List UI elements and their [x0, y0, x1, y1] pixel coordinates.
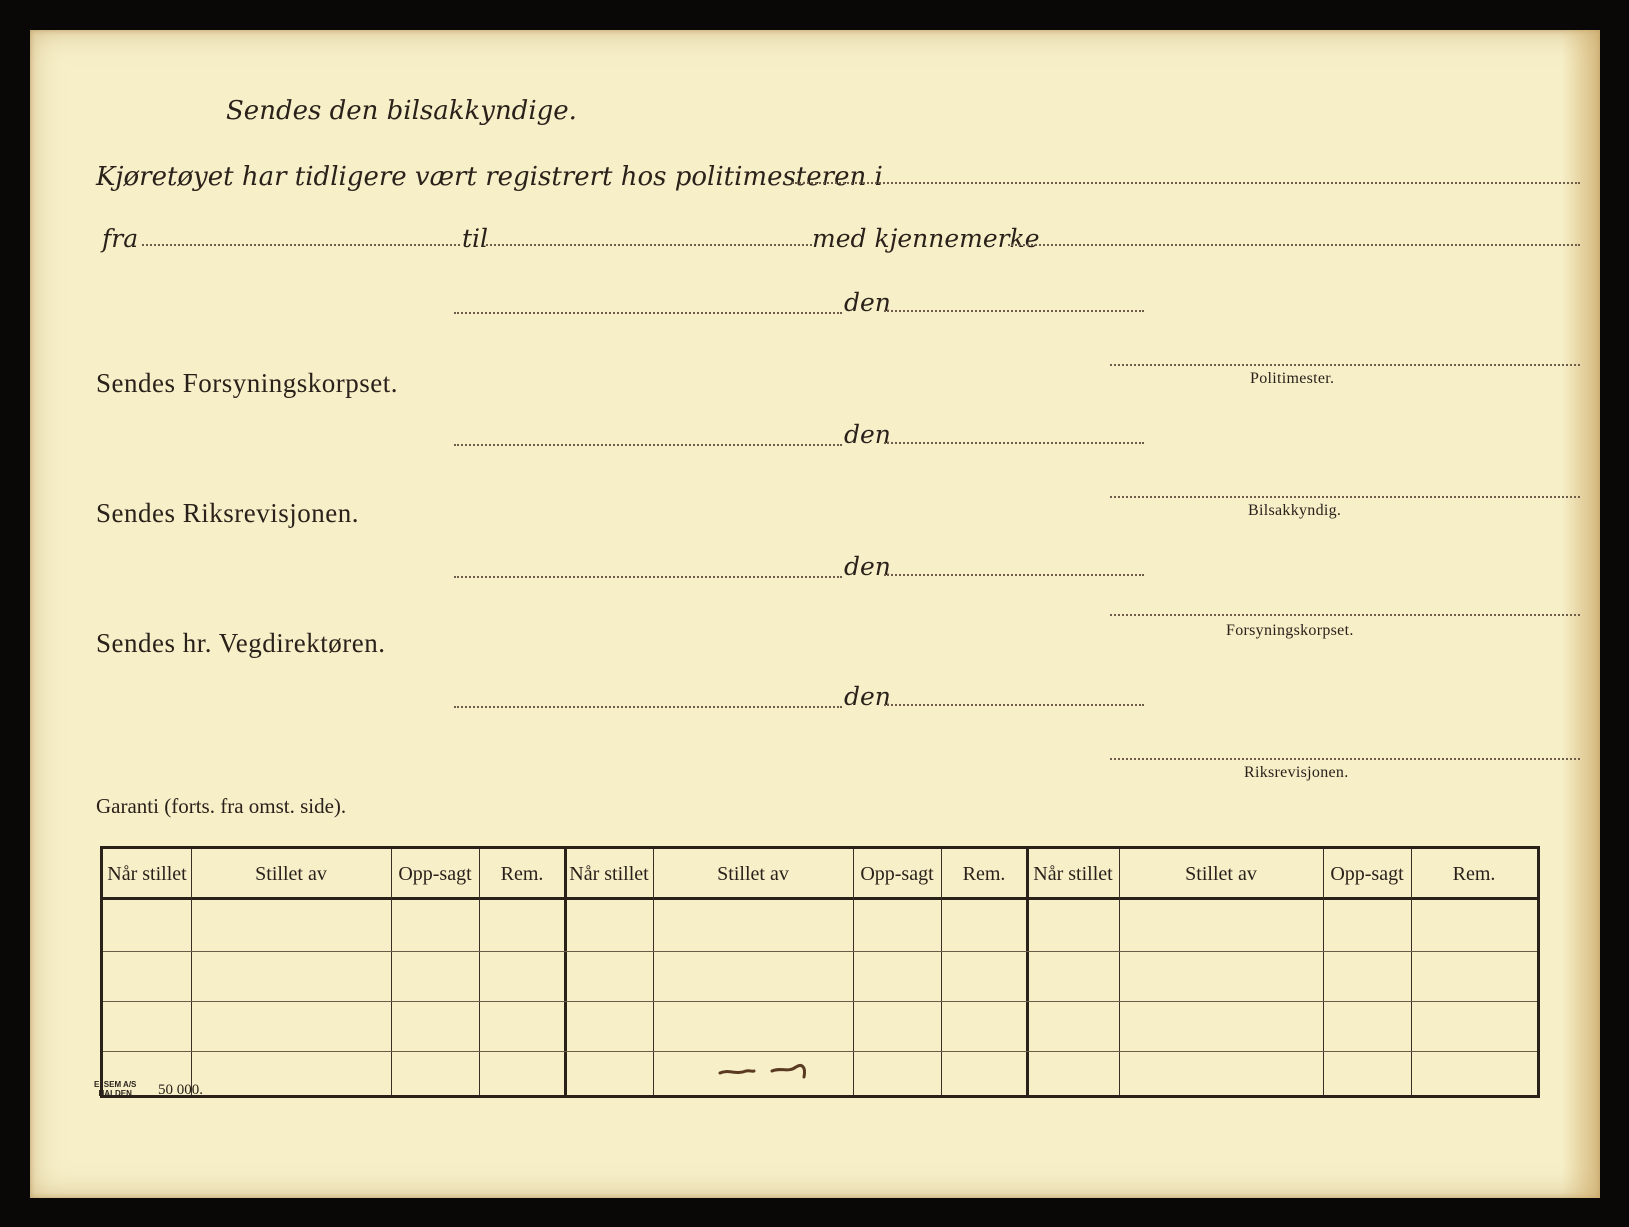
from-label: fra	[102, 224, 139, 253]
table-row[interactable]	[103, 1001, 1537, 1002]
col-header-stillet-av: Stillet av	[255, 862, 327, 885]
col-header-oppsagt: Opp-sagt	[398, 862, 472, 885]
col-divider	[191, 849, 192, 1095]
table-row[interactable]	[103, 951, 1537, 952]
date-field-line-3[interactable]	[884, 574, 1144, 576]
col-divider	[941, 849, 942, 1095]
section-heading-riksrevisjonen: Sendes Riksrevisjonen.	[96, 498, 359, 528]
place-field-line-3[interactable]	[454, 576, 842, 578]
place-field-line-4[interactable]	[454, 706, 842, 708]
date-label-2: den	[844, 420, 891, 449]
date-label-1: den	[844, 288, 891, 317]
date-label-4: den	[844, 682, 891, 711]
to-label: til	[462, 224, 489, 253]
printer-name: E. SEM A/S	[94, 1080, 137, 1089]
col-divider	[1119, 849, 1120, 1095]
col-divider	[1411, 849, 1412, 1095]
district-field-line[interactable]	[792, 182, 1580, 184]
plate-label: med kjennemerke	[812, 224, 1040, 253]
registration-card	[30, 30, 1600, 1198]
guarantee-table	[100, 846, 1540, 1098]
signature-line-1[interactable]	[1110, 364, 1580, 366]
group-divider	[564, 849, 567, 1095]
signer-label-forsyningskorpset: Forsyningskorpset.	[1226, 622, 1354, 639]
date-field-line-2[interactable]	[884, 442, 1144, 444]
col-header-naar-stillet-3: Når stillet	[1033, 862, 1113, 885]
to-field-line[interactable]	[486, 244, 812, 246]
section-heading-forsyningskorpset: Sendes Forsyningskorpset.	[96, 368, 398, 398]
printer-imprint	[94, 1080, 136, 1098]
col-header-oppsagt-2: Opp-sagt	[860, 862, 934, 885]
col-header-naar-stillet: Når stillet	[107, 862, 187, 885]
col-divider	[479, 849, 480, 1095]
signature-line-2[interactable]	[1110, 496, 1580, 498]
col-divider	[653, 849, 654, 1095]
group-divider	[1026, 849, 1029, 1095]
signer-label-riksrevisjonen: Riksrevisjonen.	[1244, 764, 1349, 781]
col-header-stillet-av-3: Stillet av	[1185, 862, 1257, 885]
table-row[interactable]	[103, 1051, 1537, 1052]
col-header-rem: Rem.	[500, 862, 544, 885]
col-divider	[1323, 849, 1324, 1095]
date-field-line-4[interactable]	[884, 704, 1144, 706]
place-field-line-2[interactable]	[454, 444, 842, 446]
col-header-rem-2: Rem.	[962, 862, 1006, 885]
place-field-line-1[interactable]	[454, 312, 842, 314]
registered-text: Kjøretøyet har tidligere vært registrert hos politimesteren i	[96, 162, 883, 192]
signature-line-4[interactable]	[1110, 758, 1580, 760]
table-header-divider	[103, 897, 1537, 900]
col-header-oppsagt-3: Opp-sagt	[1330, 862, 1404, 885]
print-run: 50 000.	[158, 1082, 203, 1098]
date-label-3: den	[844, 552, 891, 581]
date-field-line-1[interactable]	[884, 310, 1144, 312]
ink-mark	[718, 1055, 814, 1083]
card-header: Sendes den bilsakkyndige.	[226, 96, 577, 126]
col-divider	[391, 849, 392, 1095]
from-field-line[interactable]	[142, 244, 460, 246]
col-divider	[853, 849, 854, 1095]
signer-label-politimester: Politimester.	[1250, 370, 1335, 387]
col-header-naar-stillet-2: Når stillet	[569, 862, 649, 885]
printer-city: HALDEN	[98, 1089, 132, 1098]
plate-field-line[interactable]	[1008, 244, 1580, 246]
guarantee-caption: Garanti (forts. fra omst. side).	[96, 794, 347, 818]
signer-label-bilsakkyndig: Bilsakkyndig.	[1248, 502, 1342, 519]
col-header-rem-3: Rem.	[1452, 862, 1496, 885]
signature-line-3[interactable]	[1110, 614, 1580, 616]
col-header-stillet-av-2: Stillet av	[717, 862, 789, 885]
section-heading-vegdirektoren: Sendes hr. Vegdirektøren.	[96, 628, 386, 658]
